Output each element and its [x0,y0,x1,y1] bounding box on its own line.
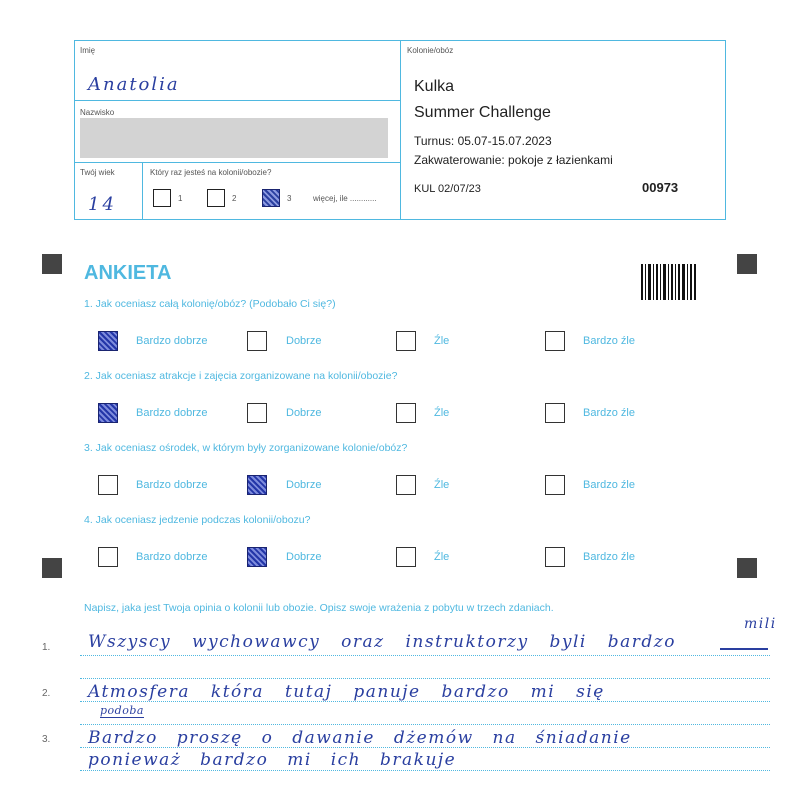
opinion-instruction: Napisz, jaka jest Twoja opinia o kolonii lub obozie. Opisz swoje wrażenia z pobytu w trzech zdaniach. [84,602,554,614]
times-checkbox-1[interactable] [153,189,171,207]
answer-line [80,724,770,725]
q2-option-label: Bardzo dobrze [136,407,208,419]
q3-option-checkbox[interactable] [247,475,267,495]
form-number: 00973 [642,180,679,195]
q1-option-checkbox[interactable] [98,331,118,351]
q4-option-label: Źle [434,551,450,563]
q3-option-label: Źle [434,479,450,491]
q4-option-label: Bardzo dobrze [136,551,208,563]
times-checkbox-3[interactable] [262,189,280,207]
q4-option-checkbox[interactable] [545,547,565,567]
question-1: 1. Jak oceniasz całą kolonię/obóz? (Podobało Ci się?) [84,298,336,310]
q1-option-checkbox[interactable] [545,331,565,351]
registration-mark [42,254,62,274]
surname-redacted [80,118,388,158]
registration-mark [737,558,757,578]
q1-option-label: Bardzo źle [583,335,635,347]
question-3: 3. Jak oceniasz ośrodek, w którym były zorganizowane kolonie/obóz? [84,442,408,454]
age-value[interactable]: 14 [88,194,117,215]
q3-option-label: Bardzo źle [583,479,635,491]
times-option-3: 3 [287,194,292,203]
question-2: 2. Jak oceniasz atrakcje i zajęcia zorganizowane na kolonii/obozie? [84,370,398,382]
times-more-label: więcej, ile ............ [313,194,377,203]
turnus: Turnus: 05.07-15.07.2023 [414,134,552,148]
q4-option-label: Dobrze [286,551,322,563]
times-option-2: 2 [232,194,237,203]
q3-option-label: Dobrze [286,479,322,491]
answer-line-3[interactable]: Bardzo proszę o dawanie dżemów na śniadanie [88,728,632,748]
header-row-line [74,162,400,163]
times-label: Który raz jesteś na kolonii/obozie? [150,168,272,177]
q1-option-label: Źle [434,335,450,347]
q3-option-checkbox[interactable] [98,475,118,495]
answer-line [80,655,770,656]
registration-mark [42,558,62,578]
answer-line-1-correction[interactable]: mili [744,616,777,632]
q3-option-checkbox[interactable] [545,475,565,495]
camp-code: KUL 02/07/23 [414,183,481,195]
q1-option-checkbox[interactable] [247,331,267,351]
camp-label: Kolonie/obóz [407,46,454,55]
strikethrough [720,648,768,650]
answer-line-1[interactable]: Wszyscy wychowawcy oraz instruktorzy byli bardzo [88,632,676,652]
barcode-icon [641,264,697,300]
answer-line [80,678,770,679]
q2-option-checkbox[interactable] [98,403,118,423]
name-value[interactable]: Anatolia [88,74,180,95]
accommodation: Zakwaterowanie: pokoje z łazienkami [414,153,613,167]
q1-option-label: Bardzo dobrze [136,335,208,347]
q2-option-label: Bardzo źle [583,407,635,419]
q4-option-checkbox[interactable] [247,547,267,567]
line-number: 2. [42,688,51,699]
q3-option-checkbox[interactable] [396,475,416,495]
line-number: 3. [42,734,51,745]
survey-title: ANKIETA [84,262,172,284]
answer-line-2b[interactable]: podoba [100,704,144,717]
header-row-line [74,100,400,101]
question-4: 4. Jak oceniasz jedzenie podczas kolonii/obozu? [84,514,311,526]
age-label: Twój wiek [80,168,115,177]
times-checkbox-2[interactable] [207,189,225,207]
q1-option-checkbox[interactable] [396,331,416,351]
camp-name-1: Kulka [414,78,455,95]
registration-mark [737,254,757,274]
q4-option-checkbox[interactable] [98,547,118,567]
times-option-1: 1 [178,194,183,203]
answer-line [80,770,770,771]
q2-option-label: Źle [434,407,450,419]
q2-option-checkbox[interactable] [247,403,267,423]
q3-option-label: Bardzo dobrze [136,479,208,491]
header-divider [400,40,401,220]
q4-option-checkbox[interactable] [396,547,416,567]
name-label: Imię [80,46,96,55]
surname-label: Nazwisko [80,108,115,117]
q1-option-label: Dobrze [286,335,322,347]
q4-option-label: Bardzo źle [583,551,635,563]
header-age-divider [142,162,143,220]
q2-option-label: Dobrze [286,407,322,419]
line-number: 1. [42,642,51,653]
answer-line-2[interactable]: Atmosfera która tutaj panuje bardzo mi się [88,682,605,702]
camp-name-2: Summer Challenge [414,104,551,121]
q2-option-checkbox[interactable] [396,403,416,423]
answer-line-3b[interactable]: ponieważ bardzo mi ich brakuje [88,750,457,770]
q2-option-checkbox[interactable] [545,403,565,423]
